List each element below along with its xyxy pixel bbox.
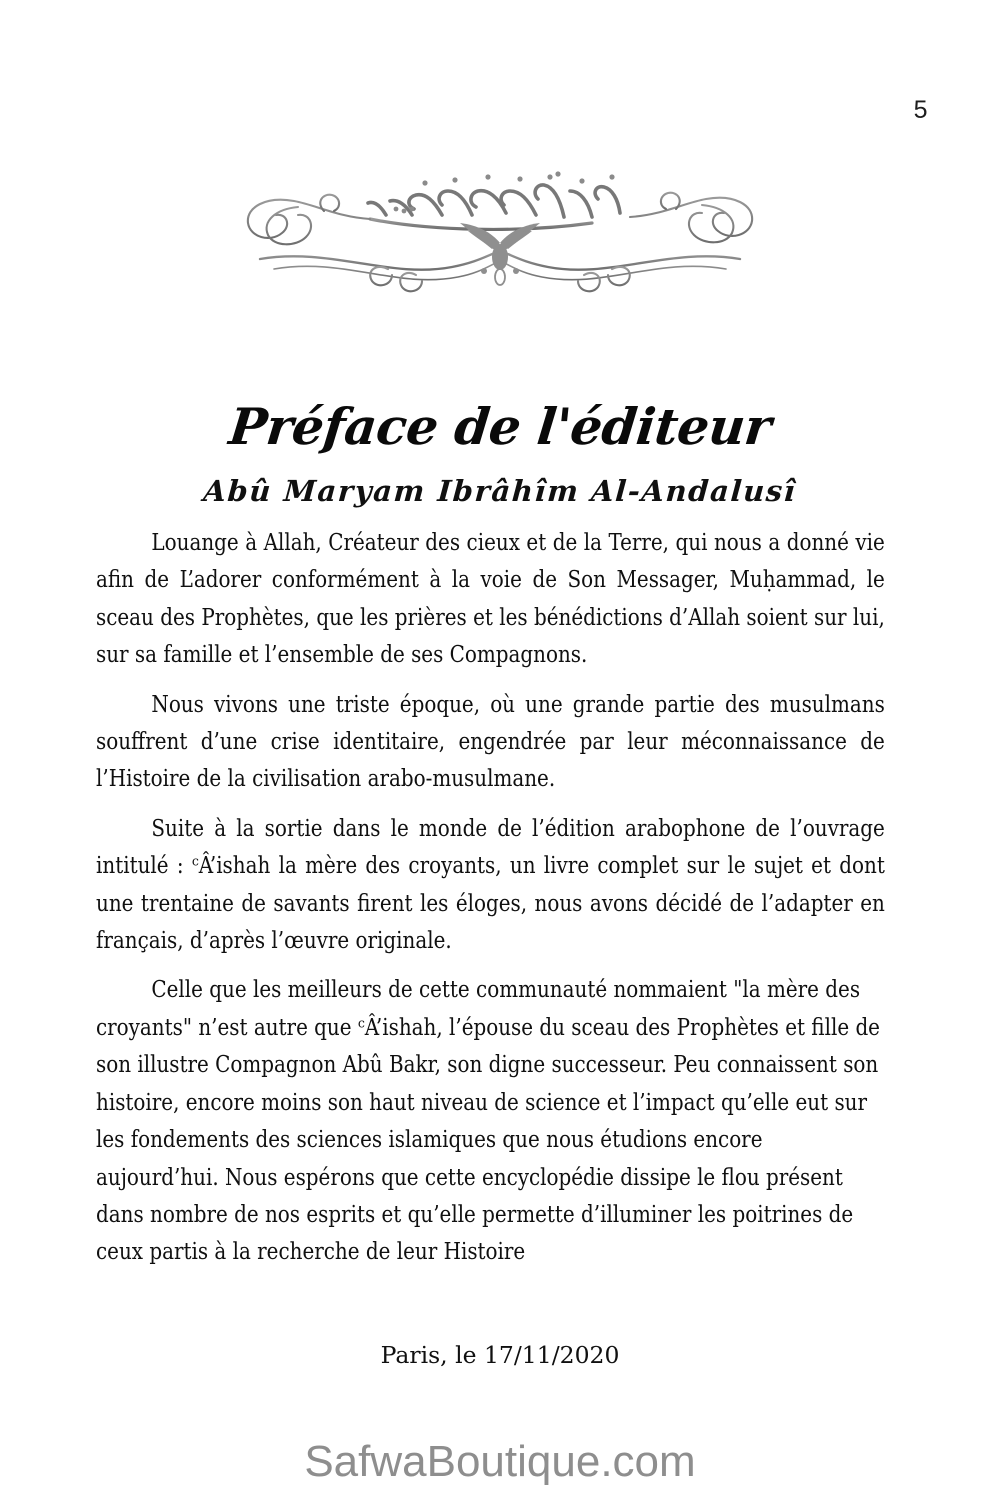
page-title: Préface de l'éditeur <box>226 396 774 456</box>
paragraph: Suite à la sortie dans le monde de l’édition arabophone de l’ouvrage intitulé : ᶜÂ’ishah la mère des croyants, un livre complet sur le sujet et dont une trentaine de savants firent les éloges, nous avons décidé de l’adapter en français, d’après l’œuvre originale. <box>96 814 885 955</box>
preface-body <box>96 524 922 1271</box>
basmala-calligraphy-icon <box>220 147 780 307</box>
page-number: 5 <box>913 96 928 124</box>
author-name: Abû Maryam Ibrâhîm Al-Andalusî <box>202 474 798 509</box>
paragraph: Nous vivons une triste époque, où une grande partie des musulmans souffrent d’une crise identitaire, engendrée par leur méconnaissance de l’Histoire de la civilisation arabo-musulmane. <box>96 690 885 793</box>
paragraph: Louange à Allah, Créateur des cieux et de la Terre, qui nous a donné vie afin de L’adorer conformément à la voie de Son Messager, Muḥammad, le sceau des Prophètes, que les prières et les bénédictions d’Allah soient sur lui, sur sa famille et l’ensemble de ses Compagnons. <box>96 529 885 669</box>
date-line: Paris, le 17/11/2020 <box>380 1341 620 1369</box>
basmala-ornament <box>0 142 1000 312</box>
paragraph: Celle que les meilleurs de cette communauté nommaient "la mère des croyants" n’est autre que ᶜÂ’ishah, l’épouse du sceau des Prophètes et fille de son illustre Compagnon Abû Bakr, son digne successeur. Peu connaissent son histoire, encore moins son haut niveau de science et l’impact qu’elle eut sur les fondements des sciences islamiques que nous étudions encore aujourd’hui. Nous espérons que cette encyclopédie dissipe le flou présent dans nombre de nos esprits et qu’elle permette d’illuminer les poitrines de ceux partis à la recherche de leur Histoire <box>96 976 880 1266</box>
watermark: SafwaBoutique.com <box>304 1437 696 1486</box>
